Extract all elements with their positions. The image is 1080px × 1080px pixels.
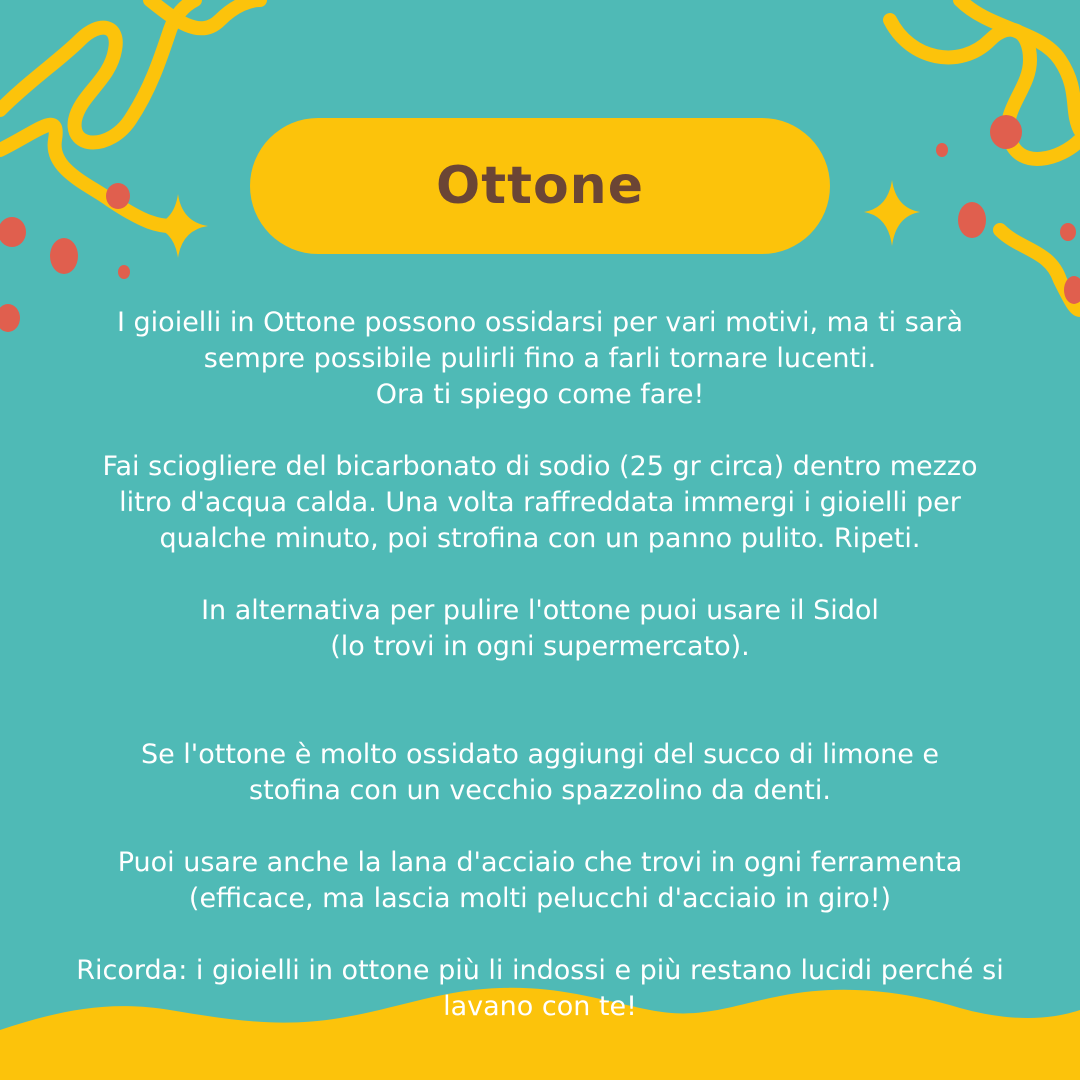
text-line: qualche minuto, poi strofina con un panno pulito. Ripeti. [159,523,921,554]
text-line: Puoi usare anche la lana d'acciaio che trovi in ogni ferramenta [117,847,963,878]
text-line: (efficace, ma lascia molti pelucchi d'acciaio in giro!) [188,883,892,914]
red-dot [1060,223,1076,241]
instructions-text [0,305,1080,1025]
red-dot [106,183,130,209]
squiggle-top-right-2 [960,0,1080,130]
sparkle-right-icon [864,180,920,246]
text-line: Ricorda: i gioielli in ottone più li indossi e più restano lucidi perché si [76,955,1004,986]
text-line: sempre possibile pulirli fino a farli tornare lucenti. [203,343,877,374]
text-line: Fai sciogliere del bicarbonato di sodio (25 gr circa) dentro mezzo [102,451,978,482]
text-line: litro d'acqua calda. Una volta raffreddata immergi i gioielli per [119,487,961,518]
red-dot [0,217,26,247]
text-line: lavano con te! [443,991,637,1022]
squiggle-top-left-1 [0,0,195,143]
text-line: Se l'ottone è molto ossidato aggiungi del succo di limone e [140,739,940,770]
red-dot [958,202,986,238]
text-line: stofina con un vecchio spazzolino da denti. [249,775,831,806]
red-dot [118,265,130,279]
text-line: Ora ti spiego come fare! [375,379,705,410]
page-title: Ottone [436,156,644,216]
red-dot [50,238,78,274]
text-line: I gioielli in Ottone possono ossidarsi per vari motivi, ma ti sarà [116,307,964,338]
squiggle-top-right-1 [890,20,1080,159]
title-banner [250,118,830,254]
red-dot [990,115,1022,149]
text-line: (lo trovi in ogni supermercato). [330,631,750,662]
red-dot [936,143,948,157]
sparkle-left-icon [150,194,208,258]
text-line: In alternativa per pulire l'ottone puoi usare il Sidol [201,595,879,626]
